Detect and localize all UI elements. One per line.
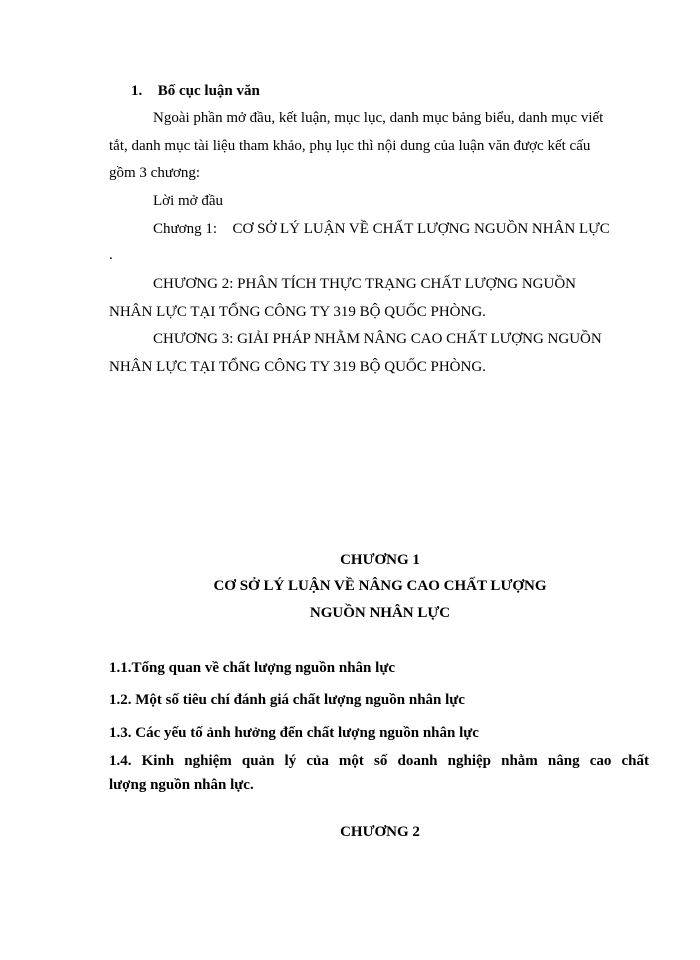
chapter-1-outline <box>153 221 610 238</box>
chapter-3-outline-line-2: NHÂN LỰC TẠI TỔNG CÔNG TY 319 BỘ QUỐC PHÒNG. <box>109 359 486 375</box>
chapter-2-outline-line-2: NHÂN LỰC TẠI TỔNG CÔNG TY 319 BỘ QUỐC PHÒNG. <box>109 304 486 320</box>
section-number: 1. <box>131 83 143 99</box>
chapter-1-heading: CHƯƠNG 1 <box>340 552 420 568</box>
intro-line-3: gồm 3 chương: <box>109 165 201 181</box>
section-heading <box>131 83 260 100</box>
chapter-1-outline-title: CƠ SỞ LÝ LUẬN VỀ CHẤT LƯỢNG NGUỒN NHÂN LỰC <box>232 221 610 237</box>
chapter-2-outline-line-1 <box>153 276 649 293</box>
chapter-2-outline-text-1: CHƯƠNG 2: PHÂN TÍCH THỰC TRẠNG CHẤT LƯỢNG NGUỒN <box>153 276 576 292</box>
chapter-1-title-line-1: CƠ SỞ LÝ LUẬN VỀ NÂNG CAO CHẤT LƯỢNG <box>213 578 547 594</box>
chapter-3-outline-line-1: CHƯƠNG 3: GIẢI PHÁP NHẰM NÂNG CAO CHẤT LƯỢNG NGUỒN <box>153 331 602 347</box>
chapter-1-item-1: 1.1.Tổng quan về chất lượng nguồn nhân lực <box>109 660 395 676</box>
chapter-1-item-3: 1.3. Các yếu tố ảnh hưởng đến chất lượng nguồn nhân lực <box>109 725 479 741</box>
intro-line-1-text: Ngoài phần mở đầu, kết luận, mục lục, danh mục bảng biểu, danh mục viết <box>153 110 604 126</box>
chapter-1-item-4-line-1: 1.4. Kinh nghiệm quản lý của một số doanh nghiệp nhằm nâng cao chất <box>109 753 649 769</box>
chapter-1-label: Chương 1: <box>153 221 217 237</box>
chapter-2-heading: CHƯƠNG 2 <box>340 824 420 840</box>
chapter-1-item-4-line-2: lượng nguồn nhân lực. <box>109 777 254 793</box>
intro-line-2: tắt, danh mục tài liệu tham khảo, phụ lục thì nội dung của luận văn được kết cấu <box>109 138 591 154</box>
chapter-1-title-line-2: NGUỒN NHÂN LỰC <box>309 605 451 621</box>
intro-line-1 <box>153 110 649 127</box>
chapter-1-outline-dot: . <box>109 247 113 263</box>
opening-item: Lời mở đầu <box>153 193 224 209</box>
section-title: Bố cục luận văn <box>157 83 260 99</box>
chapter-1-item-2: 1.2. Một số tiêu chí đánh giá chất lượng nguồn nhân lực <box>109 692 465 708</box>
